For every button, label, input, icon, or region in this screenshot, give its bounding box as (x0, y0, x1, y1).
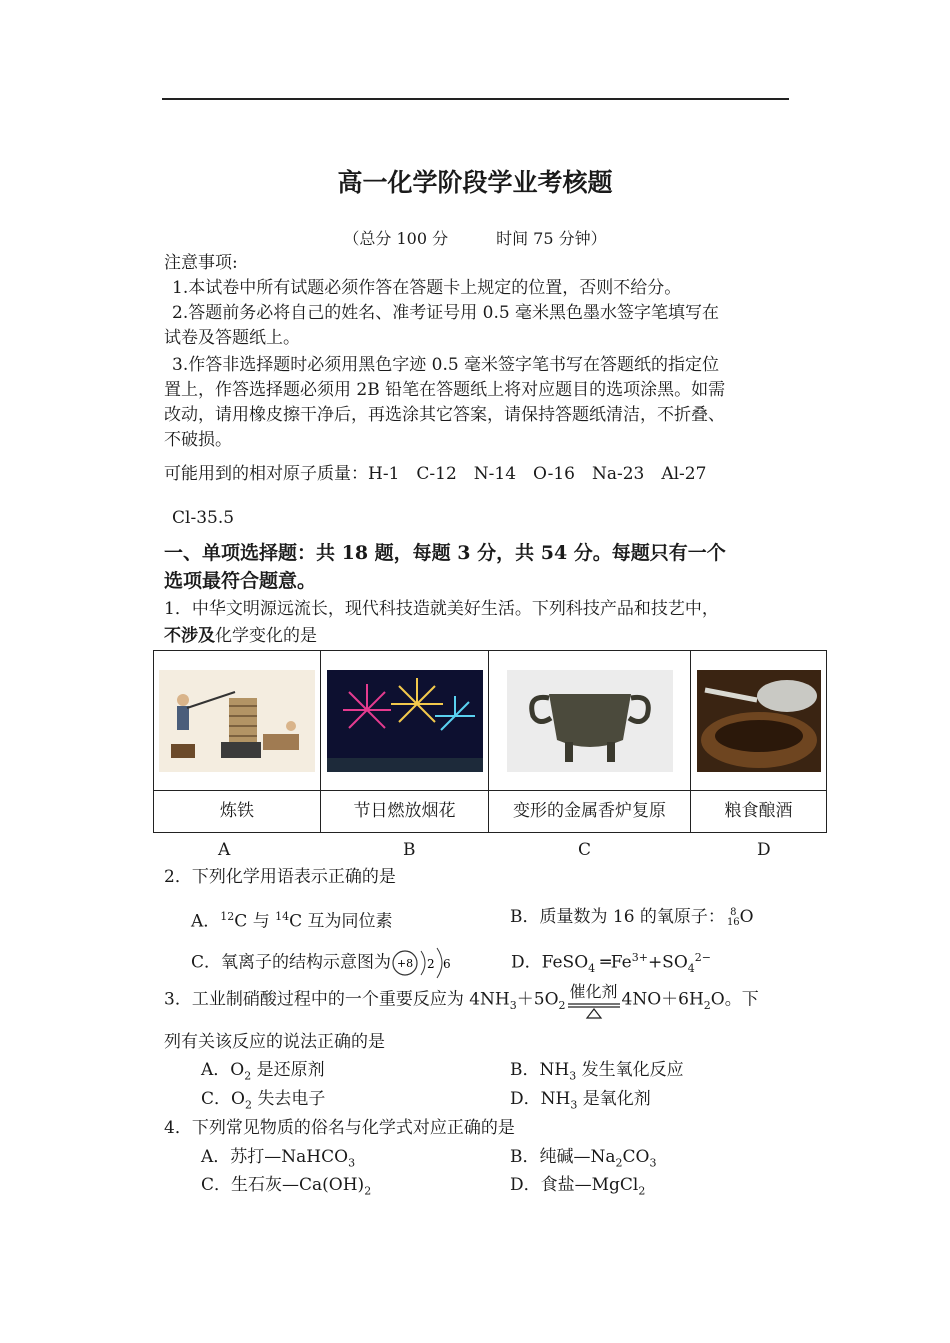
catalyst-label: 催化剂 (569, 982, 618, 1001)
q1-image-table (153, 650, 827, 833)
incense-burner-picture (489, 651, 690, 790)
q4-option-b: B．纯碱$—Na_2CO_3$ (510, 1147, 657, 1170)
atomic-masses: 可能用到的相对原子质量：H-1 C-12 N-14 O-16 Na-23 Al-27 (164, 464, 707, 484)
exam-title: 高一化学阶段学业考核题 (337, 168, 613, 197)
q2-stem: 2．下列化学用语表示正确的是 (164, 867, 396, 887)
q1-letter-c: C (578, 840, 592, 860)
q1-letter-d: D (757, 840, 771, 860)
shell-1-count: 2 (427, 957, 435, 971)
rice-wine-picture (691, 651, 826, 790)
reaction-condition (568, 980, 620, 1020)
notice-item-3a: 3.作答非选择题时必须用黑色字迹 0.5 毫米签字笔书写在答题纸的指定位 (172, 355, 720, 375)
notice-item-3b: 置上，作答选择题必须用 2B 铅笔在答题纸上将对应题目的选项涂黑。如需 (164, 380, 726, 400)
q1-caption-c: 变形的金属香炉复原 (489, 791, 691, 833)
q2-option-c: C．氧离子的结构示意图为 +8 2 6 (191, 946, 461, 980)
q4-option-c: C．生石灰$—Ca(OH)_2$ (201, 1175, 372, 1198)
q1-caption-d: 粮食酿酒 (691, 791, 827, 833)
notice-item-3c: 改动，请用橡皮擦干净后，再选涂其它答案，请保持答题纸清洁，不折叠、 (164, 405, 725, 425)
q4-stem: 4．下列常见物质的俗名与化学式对应正确的是 (164, 1118, 515, 1138)
q3-stem: 3．工业制硝酸过程中的一个重要反应为 $4NH_3+5O_2$ 催化剂 $4NO+6H_2O$。下 (164, 980, 759, 1020)
section-heading-1: 一、单项选择题：共 18 题，每题 3 分，共 54 分。每题只有一个 (164, 542, 726, 564)
notice-item-1: 1.本试卷中所有试题必须作答在答题卡上规定的位置，否则不给分。 (172, 278, 682, 298)
q3-option-b: B．$NH_3$ 发生氧化反应 (510, 1060, 684, 1083)
header-rule (162, 98, 789, 100)
q1-letter-a: A (218, 840, 231, 860)
q1-letter-b: B (403, 840, 416, 860)
nucleus-charge: +8 (396, 957, 414, 970)
q1-caption-b: 节日燃放烟花 (321, 791, 489, 833)
q2-option-d: D．FeSO$_4$ $═Fe^{3+}+SO_4^{2-}$ (511, 951, 711, 976)
iron-smelting-picture (154, 651, 320, 790)
q1-caption-a: 炼铁 (154, 791, 321, 833)
q2-option-b: B．质量数为 16 的氧原子： 8 16 O (510, 906, 754, 928)
q1-stem-rest: 化学变化的是 (215, 626, 317, 646)
q2-option-a: A．$^{12}$C 与 $^{14}$C 互为同位素 (191, 910, 393, 932)
oxygen-ion-diagram (391, 946, 461, 980)
notice-heading: 注意事项: (164, 253, 238, 273)
heat-triangle-icon (587, 1009, 601, 1018)
q3-option-a: A．$O_2$ 是还原剂 (201, 1060, 325, 1083)
shell-2-count: 6 (443, 957, 451, 971)
fireworks-picture (321, 651, 488, 790)
notice-item-2a: 2.答题前务必将自己的姓名、准考证号用 0.5 毫米黑色墨水签字笔填写在 (172, 303, 720, 323)
atomic-masses-cont: Cl-35.5 (172, 508, 235, 528)
q1-stem: 1．中华文明源远流长，现代科技造就美好生活。下列科技产品和技艺中， (164, 599, 719, 619)
q4-option-d: D．食盐—MgCl$_2$ (510, 1175, 646, 1198)
q4-option-a: A．苏打—NaHCO$_3$ (201, 1147, 356, 1170)
q3-stem-2: 列有关该反应的说法正确的是 (164, 1032, 385, 1052)
q1-emphasis: 不涉及 (164, 626, 215, 646)
q3-option-c: C．$O_2$ 失去电子 (201, 1089, 326, 1112)
notice-item-2b: 试卷及答题纸上。 (164, 328, 300, 348)
q3-option-d: D．$NH_3$ 是氧化剂 (510, 1089, 651, 1112)
nuclide-notation: 8 16 (726, 906, 740, 928)
q1-stem-2 (164, 624, 317, 648)
section-heading-2: 选项最符合题意。 (164, 570, 317, 592)
notice-item-3d: 不破损。 (164, 430, 232, 450)
exam-subtitle: （总分 100 分 时间 75 分钟） (343, 229, 607, 248)
